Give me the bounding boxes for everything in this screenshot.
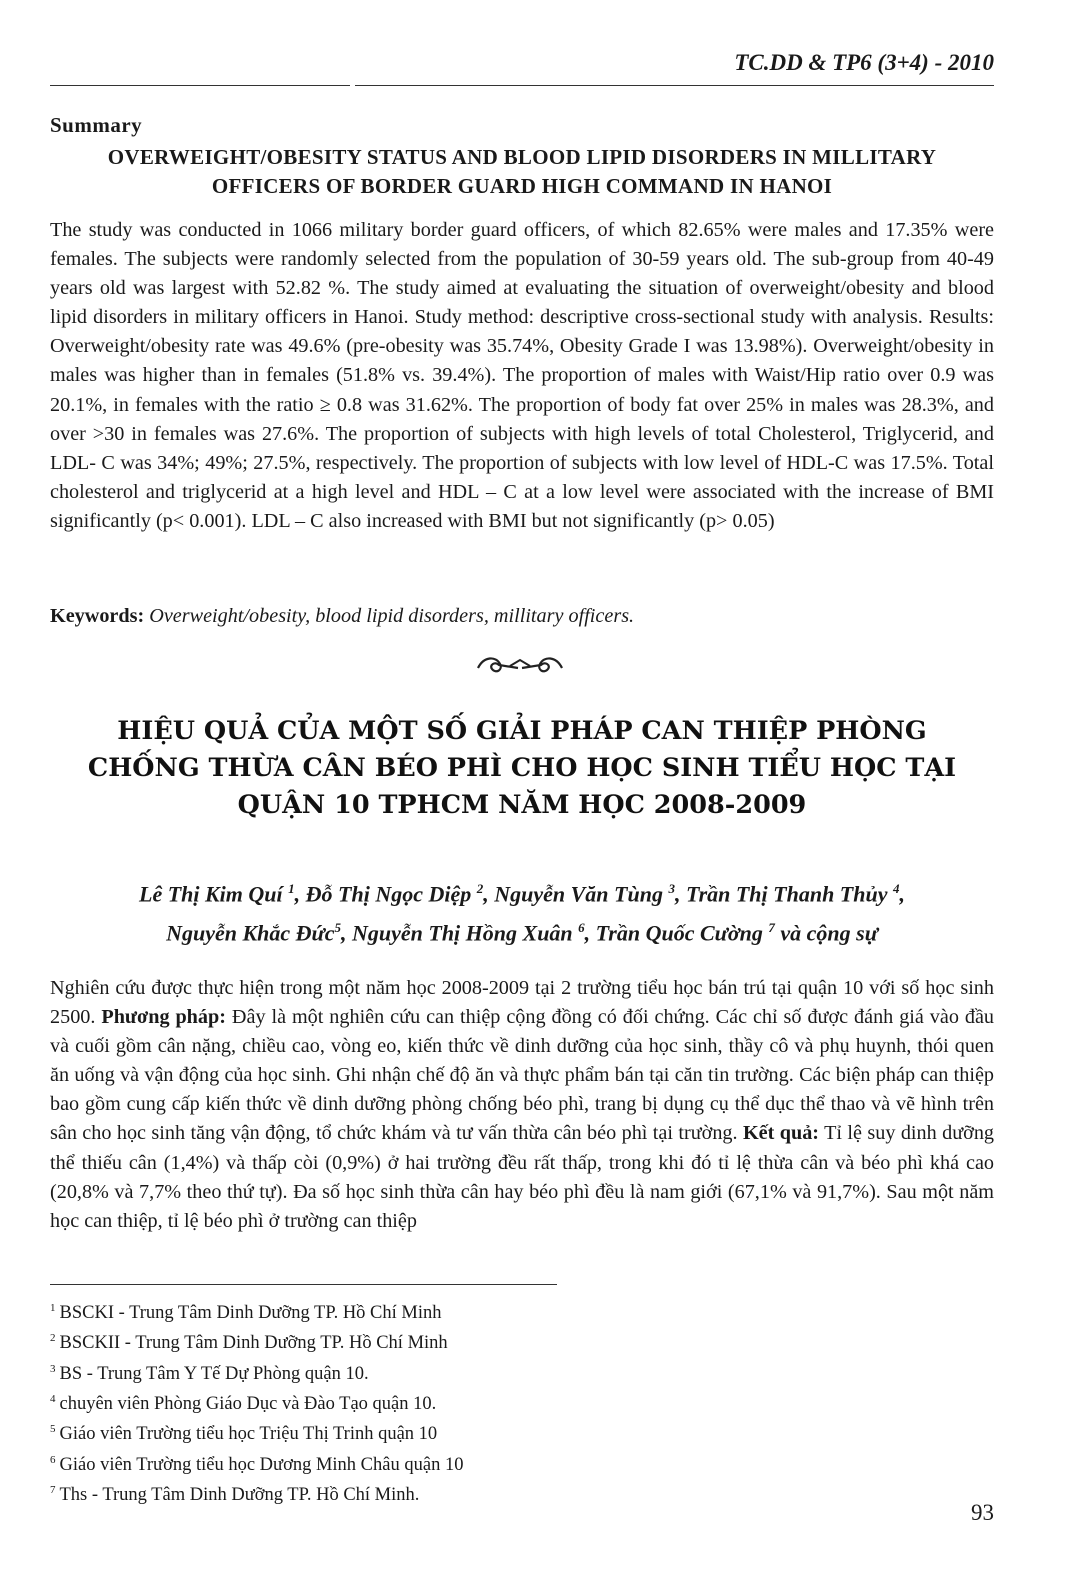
header-rule-right bbox=[355, 85, 994, 86]
footnote-text: Giáo viên Trường tiểu học Triệu Thị Trinh quận 10 bbox=[59, 1424, 438, 1445]
author: Nguyễn Thị Hồng Xuân bbox=[352, 920, 573, 946]
english-title bbox=[50, 143, 994, 201]
footnote-mark: 1 bbox=[50, 1302, 56, 1314]
footnote-rule bbox=[50, 1284, 557, 1285]
journal-reference: TC.DD & TP6 (3+4) - 2010 bbox=[734, 50, 994, 75]
result-label: Kết quả: bbox=[742, 1122, 820, 1145]
footnote-text: BSCKI - Trung Tâm Dinh Dưỡng TP. Hồ Chí Minh bbox=[59, 1303, 442, 1324]
summary-label: Summary bbox=[50, 113, 143, 137]
author-affiliation-mark: 7 bbox=[768, 920, 775, 936]
author: Trần Thị Thanh Thủy bbox=[685, 881, 888, 907]
keywords-list: Overweight/obesity, blood lipid disorders, millitary officers. bbox=[149, 605, 635, 627]
footnote-text: chuyên viên Phòng Giáo Dục và Đào Tạo quận 10. bbox=[59, 1394, 437, 1415]
author-affiliation-mark: 4 bbox=[892, 881, 900, 896]
english-abstract: The study was conducted in 1066 military border guard officers, of which 82.65% were males and 17.35% were females. The subjects were randomly selected from the population of 30-59 years old. The sub-group from 40-49 years old was largest with 52.82 %. The study aimed at evaluating the situation of overweight/obesity and blood lipid disorders in military officers in Hanoi. Study method: descriptive cross-sectional study with analysis. Results: Overweight/obesity rate was 49.6% (pre-obesity was 35.74%, Obesity Grade I was 13.98%). Overweight/obesity in males was higher than in females (51.8% vs. 39.4%). The proportion of males with Waist/Hip ratio over 0.9 was 20.1%, in females with the ratio ≥ 0.8 was 31.62%. The proportion of body fat over 25% in males was 28.3%, and over >30 in females was 27.6%. The proportion of subjects with high levels of total Cholesterol, Triglycerid, and LDL- C was 34%; 49%; 27.5%, respectively. The proportion of subjects with low level of HDL-C was 17.5%. Total cholesterol and triglycerid at a high level and HDL – C at a low level were associated with the increase of BMI significantly (p< 0.001). LDL – C also increased with BMI but not significantly (p> 0.05) bbox=[50, 219, 994, 532]
english-title-line-1: OVERWEIGHT/OBESITY STATUS AND BLOOD LIPID DISORDERS IN MILLITARY bbox=[107, 145, 937, 169]
footnote-text: BSCKII - Trung Tâm Dinh Dưỡng TP. Hồ Chí Minh bbox=[59, 1333, 448, 1354]
abstract-intro: Nghiên cứu được thực hiện trong một năm học 2008-2009 tại 2 trường tiểu học bán trú tại quận 10 với số học sinh 2500. bbox=[50, 977, 994, 1029]
author: Lê Thị Kim Quí bbox=[139, 881, 283, 907]
vietnamese-abstract bbox=[50, 974, 994, 1236]
article-title bbox=[50, 713, 994, 824]
footnote-2 bbox=[50, 1326, 750, 1356]
page-number: 93 bbox=[971, 1500, 994, 1525]
footnote-7 bbox=[50, 1478, 750, 1508]
footnote-6 bbox=[50, 1448, 750, 1478]
footnote-text: Ths - Trung Tâm Dinh Dưỡng TP. Hồ Chí Minh. bbox=[59, 1485, 420, 1506]
author-affiliation-mark: 6 bbox=[578, 920, 585, 936]
author: Nguyễn Khắc Đức bbox=[166, 920, 335, 946]
footnote-1 bbox=[50, 1296, 750, 1326]
author-affiliation-mark: 1 bbox=[288, 881, 295, 896]
footnote-mark: 5 bbox=[50, 1423, 56, 1436]
footnote-mark: 4 bbox=[50, 1393, 56, 1406]
footnote-5 bbox=[50, 1417, 750, 1447]
author-list bbox=[50, 872, 994, 951]
abstract-results: Tỉ lệ suy dinh dưỡng thể thiếu cân (1,4%) và thấp còi (0,9%) ở hai trường đều rất thấp, trong khi đó tỉ lệ thừa cân và béo phì khá cao (20,8% và 7,7% theo thứ tự). Đa số học sinh thừa cân hay béo phì đều là nam giới (67,1% và 91,7%). Sau một năm học can thiệp, tỉ lệ béo phì ở trường can thiệp bbox=[50, 1122, 995, 1232]
english-title-line-2: OFFICERS OF BORDER GUARD HIGH COMMAND IN HANOI bbox=[211, 174, 833, 198]
author-affiliation-mark: 2 bbox=[476, 881, 484, 896]
author: Đỗ Thị Ngọc Diệp bbox=[305, 881, 472, 907]
footnote-mark: 3 bbox=[50, 1362, 56, 1375]
footnote-3 bbox=[50, 1357, 750, 1387]
footnote-text: BS - Trung Tâm Y Tế Dự Phòng quận 10. bbox=[59, 1363, 369, 1384]
article-title-line-1: HIỆU QUẢ CỦA MỘT SỐ GIẢI PHÁP CAN THIỆP PHÒNG bbox=[117, 716, 927, 746]
footnote-mark: 6 bbox=[50, 1453, 56, 1466]
article-title-line-3: QUẬN 10 TPHCM NĂM HỌC 2008-2009 bbox=[237, 790, 807, 820]
author-line-2: Nguyễn Khắc Đức$^5$, Nguyễn Thị Hồng Xuân $^6$, Trần Quốc Cường $^7$ và cộng sự bbox=[166, 920, 878, 946]
footnote-text: Giáo viên Trường tiểu học Dương Minh Châu quận 10 bbox=[59, 1454, 464, 1475]
author-affiliation-mark: 3 bbox=[668, 881, 675, 896]
footnote-4 bbox=[50, 1387, 750, 1417]
abstract-method: Đây là một nghiên cứu can thiệp cộng đồng có đối chứng. Các chỉ số được đánh giá vào đầu và cuối gồm cân nặng, chiều cao, vòng eo, kiến thức về dinh dưỡng của học sinh, thầy cô và phụ huynh, thói quen ăn uống và vận động của học sinh. Ghi nhận chế độ ăn và thực phẩm bán tại căn tin trường. Các biện pháp can thiệp bao gồm cung cấp kiến thức về dinh dưỡng phòng chống béo phì, trang bị dụng cụ thể dục thể thao và vẽ hình trên sân cho học sinh tăng vận động, tổ chức khám và tư vấn thừa cân béo phì tại trường. bbox=[50, 1006, 995, 1145]
author: Nguyễn Văn Tùng bbox=[494, 881, 663, 907]
method-label: Phương pháp: bbox=[101, 1006, 226, 1029]
footnotes bbox=[50, 1296, 750, 1509]
author: Trần Quốc Cường bbox=[595, 920, 763, 946]
author-line-1: Lê Thị Kim Quí $^1$, Đỗ Thị Ngọc Diệp $^2$, Nguyễn Văn Tùng $^3$, Trần Thị Thanh Thủy $^4$, bbox=[139, 881, 905, 907]
author-tail: và cộng sự bbox=[780, 920, 878, 946]
article-title-line-2: CHỐNG THỪA CÂN BÉO PHÌ CHO HỌC SINH TIỂU HỌC TẠI bbox=[87, 753, 957, 783]
author-affiliation-mark: 5 bbox=[334, 920, 341, 936]
running-header bbox=[50, 48, 994, 88]
footnote-mark: 2 bbox=[50, 1332, 56, 1345]
keywords bbox=[50, 605, 994, 628]
header-rule-left bbox=[50, 85, 350, 86]
footnote-mark: 7 bbox=[50, 1484, 56, 1497]
keywords-label: Keywords: bbox=[50, 605, 145, 627]
ornament-divider-icon bbox=[470, 650, 570, 680]
